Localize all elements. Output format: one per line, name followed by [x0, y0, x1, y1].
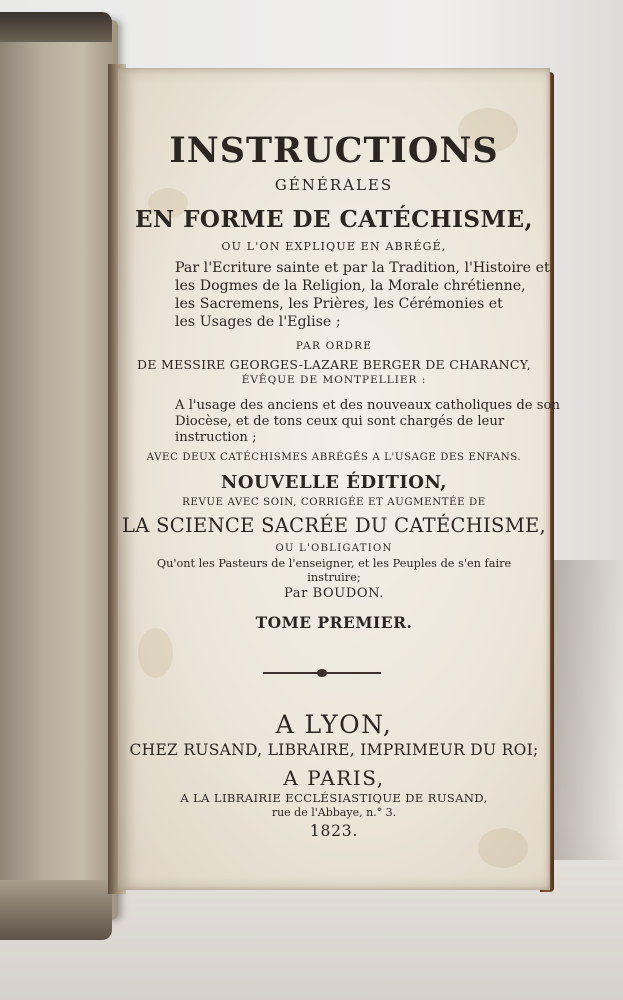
obligation-line: Qu'ont les Pasteurs de l'enseigner, et les Peuples de s'en faire — [156, 557, 512, 570]
book-cover-top-edge — [0, 12, 112, 42]
book-cover-bottom-edge — [0, 880, 112, 940]
usage-line: A l'usage des anciens et des nouveaux catholiques de son — [175, 398, 560, 413]
bishop-name: DE MESSIRE GEORGES-LAZARE BERGER DE CHARANCY, — [137, 357, 531, 372]
address-line: rue de l'Abbaye, n.° 3. — [271, 806, 397, 819]
usage-line: instruction ; — [175, 430, 257, 445]
imprint-city-paris: A PARIS, — [283, 766, 385, 790]
edition-heading: NOUVELLE ÉDITION, — [220, 472, 448, 493]
book-subtitle: EN FORME DE CATÉCHISME, — [135, 206, 533, 233]
edition-note: REVUE AVEC SOIN, CORRIGÉE ET AUGMENTÉE DE — [182, 497, 486, 508]
bishop-title: ÉVÊQUE DE MONTPELLIER : — [241, 374, 427, 386]
volume-label: TOME PREMIER. — [255, 613, 413, 632]
author-credit: Par BOUDON. — [283, 586, 385, 601]
librairie-line: A LA LIBRAIRIE ECCLÉSIASTIQUE DE RUSAND, — [180, 791, 488, 805]
description-line: Par l'Ecriture sainte et par la Tradition, l'Histoire et — [175, 260, 550, 276]
science-title: LA SCIENCE SACRÉE DU CATÉCHISME, — [121, 514, 546, 537]
description-line: les Sacremens, les Prières, les Cérémonies et — [175, 296, 503, 312]
catechisms-note: AVEC DEUX CATÉCHISMES ABRÉGÉS A L'USAGE DES ENFANS. — [146, 452, 522, 463]
description-line: les Usages de l'Eglise ; — [175, 314, 341, 330]
obligation-heading: OU L'OBLIGATION — [275, 543, 393, 554]
obligation-line-end: instruire; — [307, 571, 361, 584]
publisher-line: CHEZ RUSAND, LIBRAIRE, IMPRIMEUR DU ROI; — [129, 741, 539, 759]
title-generales: GÉNÉRALES — [274, 176, 394, 194]
imprint-city-lyon: A LYON, — [275, 710, 393, 739]
ornament-center — [317, 669, 327, 677]
par-ordre: PAR ORDRE — [295, 340, 373, 352]
book-back-cover — [0, 20, 118, 920]
subtitle-explanation: OU L'ON EXPLIQUE EN ABRÉGÉ, — [221, 240, 447, 253]
publication-year: 1823. — [309, 822, 359, 840]
foxing-spot — [138, 628, 173, 678]
title-page — [118, 68, 560, 890]
usage-line: Diocèse, et de tons ceux qui sont chargés de leur — [175, 414, 505, 429]
book-title: INSTRUCTIONS — [169, 130, 499, 171]
description-line: les Dogmes de la Religion, la Morale chrétienne, — [175, 278, 526, 294]
